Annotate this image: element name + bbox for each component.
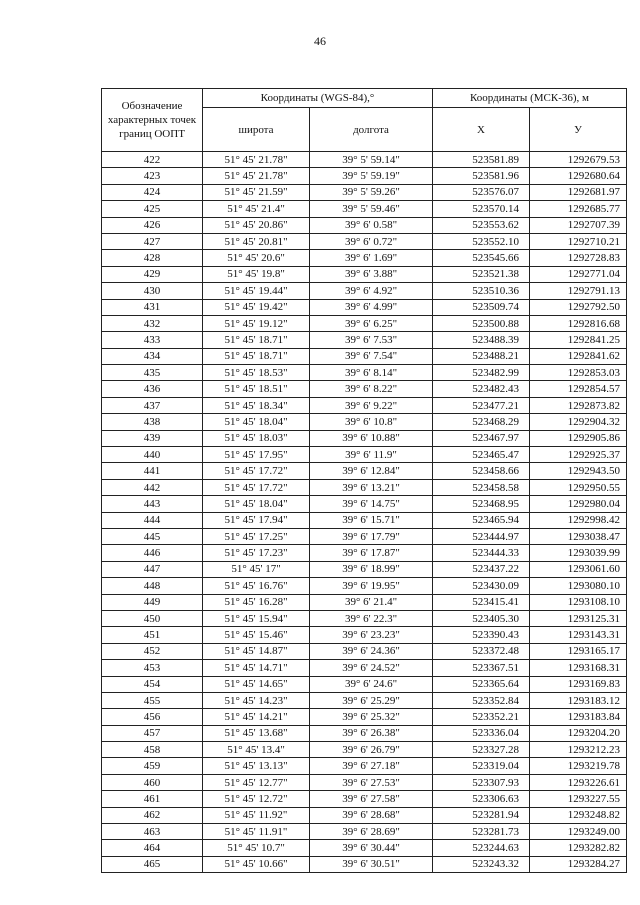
table-row <box>102 676 627 692</box>
longitude-header: долгота <box>310 108 433 152</box>
latitude-cell: 51° 45' 17.25" <box>203 528 310 544</box>
latitude-cell: 51° 45' 18.51" <box>203 381 310 397</box>
longitude-cell: 39° 6' 24.52" <box>310 660 433 676</box>
x-coordinate-cell: 523243.32 <box>433 856 530 872</box>
table-row <box>102 742 627 758</box>
point-id-cell: 453 <box>102 660 203 676</box>
longitude-cell: 39° 6' 21.4" <box>310 594 433 610</box>
longitude-cell: 39° 6' 30.51" <box>310 856 433 872</box>
y-coordinate-cell: 1293183.84 <box>530 709 627 725</box>
table-row <box>102 348 627 364</box>
x-coordinate-cell: 523500.88 <box>433 315 530 331</box>
table-row <box>102 610 627 626</box>
point-id-cell: 446 <box>102 545 203 561</box>
y-coordinate-cell: 1293108.10 <box>530 594 627 610</box>
longitude-cell: 39° 6' 8.14" <box>310 365 433 381</box>
table-row <box>102 627 627 643</box>
latitude-cell: 51° 45' 18.04" <box>203 496 310 512</box>
y-coordinate-cell: 1293227.55 <box>530 791 627 807</box>
y-coordinate-cell: 1292791.13 <box>530 283 627 299</box>
y-coordinate-cell: 1293165.17 <box>530 643 627 659</box>
x-coordinate-cell: 523319.04 <box>433 758 530 774</box>
longitude-cell: 39° 6' 14.75" <box>310 496 433 512</box>
longitude-cell: 39° 6' 8.22" <box>310 381 433 397</box>
longitude-cell: 39° 6' 0.58" <box>310 217 433 233</box>
x-coordinate-cell: 523405.30 <box>433 610 530 626</box>
point-id-cell: 456 <box>102 709 203 725</box>
y-coordinate-cell: 1292679.53 <box>530 152 627 168</box>
longitude-cell: 39° 6' 23.23" <box>310 627 433 643</box>
table-row <box>102 365 627 381</box>
x-coordinate-cell: 523281.73 <box>433 824 530 840</box>
point-id-cell: 443 <box>102 496 203 512</box>
table-row <box>102 299 627 315</box>
point-id-cell: 426 <box>102 217 203 233</box>
longitude-cell: 39° 6' 10.8" <box>310 414 433 430</box>
point-label-header: Обозначение характерных точек границ ООПТ <box>102 89 203 152</box>
y-coordinate-cell: 1292980.04 <box>530 496 627 512</box>
y-coordinate-cell: 1292771.04 <box>530 266 627 282</box>
table-row <box>102 332 627 348</box>
y-coordinate-cell: 1292707.39 <box>530 217 627 233</box>
table-row <box>102 725 627 741</box>
table-row <box>102 594 627 610</box>
x-coordinate-cell: 523365.64 <box>433 676 530 692</box>
table-row <box>102 381 627 397</box>
longitude-cell: 39° 6' 12.84" <box>310 463 433 479</box>
x-coordinate-cell: 523336.04 <box>433 725 530 741</box>
latitude-cell: 51° 45' 13.4" <box>203 742 310 758</box>
latitude-cell: 51° 45' 14.23" <box>203 692 310 708</box>
table-row <box>102 397 627 413</box>
x-coordinate-cell: 523581.96 <box>433 168 530 184</box>
point-id-cell: 449 <box>102 594 203 610</box>
msk-group-header: Координаты (МСК-36), м <box>433 89 627 108</box>
point-id-cell: 430 <box>102 283 203 299</box>
table-row <box>102 709 627 725</box>
point-id-cell: 436 <box>102 381 203 397</box>
longitude-cell: 39° 6' 17.79" <box>310 528 433 544</box>
x-coordinate-cell: 523545.66 <box>433 250 530 266</box>
y-header: У <box>530 108 627 152</box>
y-coordinate-cell: 1292904.32 <box>530 414 627 430</box>
x-coordinate-cell: 523307.93 <box>433 774 530 790</box>
latitude-cell: 51° 45' 17" <box>203 561 310 577</box>
longitude-cell: 39° 6' 25.32" <box>310 709 433 725</box>
longitude-cell: 39° 6' 27.58" <box>310 791 433 807</box>
y-coordinate-cell: 1293143.31 <box>530 627 627 643</box>
point-id-cell: 459 <box>102 758 203 774</box>
y-coordinate-cell: 1292816.68 <box>530 315 627 331</box>
y-coordinate-cell: 1293038.47 <box>530 528 627 544</box>
table-row <box>102 496 627 512</box>
y-coordinate-cell: 1293248.82 <box>530 807 627 823</box>
point-id-cell: 439 <box>102 430 203 446</box>
y-coordinate-cell: 1292854.57 <box>530 381 627 397</box>
y-coordinate-cell: 1293183.12 <box>530 692 627 708</box>
table-row <box>102 152 627 168</box>
table-row <box>102 430 627 446</box>
y-coordinate-cell: 1292680.64 <box>530 168 627 184</box>
y-coordinate-cell: 1293282.82 <box>530 840 627 856</box>
y-coordinate-cell: 1293039.99 <box>530 545 627 561</box>
point-id-cell: 437 <box>102 397 203 413</box>
table-row <box>102 217 627 233</box>
longitude-cell: 39° 5' 59.26" <box>310 184 433 200</box>
x-coordinate-cell: 523509.74 <box>433 299 530 315</box>
latitude-cell: 51° 45' 20.86" <box>203 217 310 233</box>
table-row <box>102 758 627 774</box>
table-row <box>102 692 627 708</box>
x-coordinate-cell: 523468.29 <box>433 414 530 430</box>
longitude-cell: 39° 6' 27.18" <box>310 758 433 774</box>
latitude-cell: 51° 45' 14.71" <box>203 660 310 676</box>
latitude-header: широта <box>203 108 310 152</box>
latitude-cell: 51° 45' 17.72" <box>203 479 310 495</box>
point-id-cell: 464 <box>102 840 203 856</box>
table-row <box>102 561 627 577</box>
longitude-cell: 39° 6' 27.53" <box>310 774 433 790</box>
point-id-cell: 447 <box>102 561 203 577</box>
x-coordinate-cell: 523437.22 <box>433 561 530 577</box>
point-id-cell: 429 <box>102 266 203 282</box>
x-coordinate-cell: 523553.62 <box>433 217 530 233</box>
point-id-cell: 433 <box>102 332 203 348</box>
y-coordinate-cell: 1293080.10 <box>530 578 627 594</box>
x-coordinate-cell: 523281.94 <box>433 807 530 823</box>
point-id-cell: 435 <box>102 365 203 381</box>
y-coordinate-cell: 1292710.21 <box>530 233 627 249</box>
longitude-cell: 39° 6' 7.53" <box>310 332 433 348</box>
latitude-cell: 51° 45' 11.92" <box>203 807 310 823</box>
table-row <box>102 266 627 282</box>
latitude-cell: 51° 45' 15.94" <box>203 610 310 626</box>
latitude-cell: 51° 45' 19.12" <box>203 315 310 331</box>
table-row <box>102 807 627 823</box>
x-coordinate-cell: 523352.84 <box>433 692 530 708</box>
table-row <box>102 824 627 840</box>
x-coordinate-cell: 523576.07 <box>433 184 530 200</box>
x-coordinate-cell: 523352.21 <box>433 709 530 725</box>
longitude-cell: 39° 5' 59.14" <box>310 152 433 168</box>
x-coordinate-cell: 523444.33 <box>433 545 530 561</box>
x-header: Х <box>433 108 530 152</box>
latitude-cell: 51° 45' 16.28" <box>203 594 310 610</box>
y-coordinate-cell: 1292841.62 <box>530 348 627 364</box>
x-coordinate-cell: 523468.95 <box>433 496 530 512</box>
longitude-cell: 39° 6' 0.72" <box>310 233 433 249</box>
longitude-cell: 39° 6' 25.29" <box>310 692 433 708</box>
x-coordinate-cell: 523458.66 <box>433 463 530 479</box>
y-coordinate-cell: 1292853.03 <box>530 365 627 381</box>
latitude-cell: 51° 45' 15.46" <box>203 627 310 643</box>
table-row <box>102 414 627 430</box>
wgs-group-header: Координаты (WGS-84),° <box>203 89 433 108</box>
point-id-cell: 423 <box>102 168 203 184</box>
latitude-cell: 51° 45' 19.44" <box>203 283 310 299</box>
table-row <box>102 774 627 790</box>
point-id-cell: 428 <box>102 250 203 266</box>
x-coordinate-cell: 523465.47 <box>433 447 530 463</box>
latitude-cell: 51° 45' 13.68" <box>203 725 310 741</box>
y-coordinate-cell: 1292685.77 <box>530 201 627 217</box>
table-row <box>102 545 627 561</box>
x-coordinate-cell: 523482.43 <box>433 381 530 397</box>
latitude-cell: 51° 45' 12.77" <box>203 774 310 790</box>
x-coordinate-cell: 523477.21 <box>433 397 530 413</box>
latitude-cell: 51° 45' 18.04" <box>203 414 310 430</box>
y-coordinate-cell: 1292905.86 <box>530 430 627 446</box>
point-id-cell: 422 <box>102 152 203 168</box>
longitude-cell: 39° 6' 26.79" <box>310 742 433 758</box>
x-coordinate-cell: 523488.21 <box>433 348 530 364</box>
point-id-cell: 457 <box>102 725 203 741</box>
latitude-cell: 51° 45' 21.4" <box>203 201 310 217</box>
latitude-cell: 51° 45' 10.66" <box>203 856 310 872</box>
longitude-cell: 39° 6' 6.25" <box>310 315 433 331</box>
table-row <box>102 463 627 479</box>
y-coordinate-cell: 1293219.78 <box>530 758 627 774</box>
x-coordinate-cell: 523510.36 <box>433 283 530 299</box>
table-row <box>102 578 627 594</box>
point-id-cell: 424 <box>102 184 203 200</box>
latitude-cell: 51° 45' 19.8" <box>203 266 310 282</box>
table-body <box>102 152 627 873</box>
point-id-cell: 454 <box>102 676 203 692</box>
latitude-cell: 51° 45' 20.81" <box>203 233 310 249</box>
table-row <box>102 283 627 299</box>
table-row <box>102 512 627 528</box>
page-number: 46 <box>314 34 326 48</box>
point-id-cell: 450 <box>102 610 203 626</box>
point-id-cell: 448 <box>102 578 203 594</box>
point-id-cell: 444 <box>102 512 203 528</box>
longitude-cell: 39° 6' 9.22" <box>310 397 433 413</box>
longitude-cell: 39° 6' 4.92" <box>310 283 433 299</box>
point-id-cell: 458 <box>102 742 203 758</box>
longitude-cell: 39° 6' 10.88" <box>310 430 433 446</box>
table-row <box>102 856 627 872</box>
table-row <box>102 447 627 463</box>
x-coordinate-cell: 523482.99 <box>433 365 530 381</box>
point-id-cell: 427 <box>102 233 203 249</box>
x-coordinate-cell: 523570.14 <box>433 201 530 217</box>
latitude-cell: 51° 45' 14.21" <box>203 709 310 725</box>
table-row <box>102 250 627 266</box>
latitude-cell: 51° 45' 21.78" <box>203 152 310 168</box>
longitude-cell: 39° 6' 30.44" <box>310 840 433 856</box>
x-coordinate-cell: 523327.28 <box>433 742 530 758</box>
longitude-cell: 39° 6' 4.99" <box>310 299 433 315</box>
latitude-cell: 51° 45' 21.78" <box>203 168 310 184</box>
y-coordinate-cell: 1293212.23 <box>530 742 627 758</box>
x-coordinate-cell: 523430.09 <box>433 578 530 594</box>
table-row <box>102 184 627 200</box>
latitude-cell: 51° 45' 16.76" <box>203 578 310 594</box>
y-coordinate-cell: 1293204.20 <box>530 725 627 741</box>
point-id-cell: 432 <box>102 315 203 331</box>
longitude-cell: 39° 6' 3.88" <box>310 266 433 282</box>
y-coordinate-cell: 1293061.60 <box>530 561 627 577</box>
latitude-cell: 51° 45' 18.53" <box>203 365 310 381</box>
latitude-cell: 51° 45' 10.7" <box>203 840 310 856</box>
latitude-cell: 51° 45' 17.94" <box>203 512 310 528</box>
latitude-cell: 51° 45' 18.34" <box>203 397 310 413</box>
table-row <box>102 479 627 495</box>
longitude-cell: 39° 6' 11.9" <box>310 447 433 463</box>
x-coordinate-cell: 523306.63 <box>433 791 530 807</box>
latitude-cell: 51° 45' 18.71" <box>203 348 310 364</box>
y-coordinate-cell: 1292681.97 <box>530 184 627 200</box>
x-coordinate-cell: 523488.39 <box>433 332 530 348</box>
longitude-cell: 39° 6' 18.99" <box>310 561 433 577</box>
y-coordinate-cell: 1292841.25 <box>530 332 627 348</box>
longitude-cell: 39° 6' 22.3" <box>310 610 433 626</box>
longitude-cell: 39° 6' 24.6" <box>310 676 433 692</box>
latitude-cell: 51° 45' 19.42" <box>203 299 310 315</box>
y-coordinate-cell: 1292873.82 <box>530 397 627 413</box>
longitude-cell: 39° 6' 28.69" <box>310 824 433 840</box>
x-coordinate-cell: 523244.63 <box>433 840 530 856</box>
y-coordinate-cell: 1293169.83 <box>530 676 627 692</box>
table-header <box>102 89 627 152</box>
latitude-cell: 51° 45' 17.95" <box>203 447 310 463</box>
y-coordinate-cell: 1292728.83 <box>530 250 627 266</box>
x-coordinate-cell: 523372.48 <box>433 643 530 659</box>
point-id-cell: 455 <box>102 692 203 708</box>
latitude-cell: 51° 45' 14.87" <box>203 643 310 659</box>
latitude-cell: 51° 45' 21.59" <box>203 184 310 200</box>
y-coordinate-cell: 1293284.27 <box>530 856 627 872</box>
point-id-cell: 463 <box>102 824 203 840</box>
longitude-cell: 39° 6' 7.54" <box>310 348 433 364</box>
x-coordinate-cell: 523465.94 <box>433 512 530 528</box>
table-row <box>102 791 627 807</box>
latitude-cell: 51° 45' 18.71" <box>203 332 310 348</box>
point-id-cell: 445 <box>102 528 203 544</box>
point-id-cell: 460 <box>102 774 203 790</box>
point-id-cell: 434 <box>102 348 203 364</box>
point-id-cell: 465 <box>102 856 203 872</box>
longitude-cell: 39° 6' 28.68" <box>310 807 433 823</box>
y-coordinate-cell: 1292943.50 <box>530 463 627 479</box>
point-id-cell: 431 <box>102 299 203 315</box>
point-id-cell: 441 <box>102 463 203 479</box>
x-coordinate-cell: 523390.43 <box>433 627 530 643</box>
point-id-cell: 440 <box>102 447 203 463</box>
y-coordinate-cell: 1293168.31 <box>530 660 627 676</box>
longitude-cell: 39° 6' 17.87" <box>310 545 433 561</box>
longitude-cell: 39° 5' 59.46" <box>310 201 433 217</box>
point-id-cell: 452 <box>102 643 203 659</box>
latitude-cell: 51° 45' 18.03" <box>203 430 310 446</box>
y-coordinate-cell: 1293249.00 <box>530 824 627 840</box>
y-coordinate-cell: 1292950.55 <box>530 479 627 495</box>
latitude-cell: 51° 45' 11.91" <box>203 824 310 840</box>
longitude-cell: 39° 5' 59.19" <box>310 168 433 184</box>
table-row <box>102 643 627 659</box>
latitude-cell: 51° 45' 17.23" <box>203 545 310 561</box>
table-row <box>102 528 627 544</box>
table-row <box>102 660 627 676</box>
x-coordinate-cell: 523458.58 <box>433 479 530 495</box>
x-coordinate-cell: 523467.97 <box>433 430 530 446</box>
y-coordinate-cell: 1292925.37 <box>530 447 627 463</box>
point-id-cell: 438 <box>102 414 203 430</box>
latitude-cell: 51° 45' 17.72" <box>203 463 310 479</box>
table-row <box>102 315 627 331</box>
latitude-cell: 51° 45' 14.65" <box>203 676 310 692</box>
x-coordinate-cell: 523367.51 <box>433 660 530 676</box>
x-coordinate-cell: 523415.41 <box>433 594 530 610</box>
x-coordinate-cell: 523444.97 <box>433 528 530 544</box>
table-row <box>102 840 627 856</box>
x-coordinate-cell: 523521.38 <box>433 266 530 282</box>
longitude-cell: 39° 6' 26.38" <box>310 725 433 741</box>
point-id-cell: 451 <box>102 627 203 643</box>
point-id-cell: 442 <box>102 479 203 495</box>
table-row <box>102 201 627 217</box>
latitude-cell: 51° 45' 13.13" <box>203 758 310 774</box>
table-row <box>102 233 627 249</box>
table-row <box>102 168 627 184</box>
coordinates-table <box>101 88 627 873</box>
longitude-cell: 39° 6' 13.21" <box>310 479 433 495</box>
latitude-cell: 51° 45' 12.72" <box>203 791 310 807</box>
longitude-cell: 39° 6' 19.95" <box>310 578 433 594</box>
point-id-cell: 425 <box>102 201 203 217</box>
point-id-cell: 461 <box>102 791 203 807</box>
longitude-cell: 39° 6' 1.69" <box>310 250 433 266</box>
point-id-cell: 462 <box>102 807 203 823</box>
y-coordinate-cell: 1293226.61 <box>530 774 627 790</box>
longitude-cell: 39° 6' 24.36" <box>310 643 433 659</box>
latitude-cell: 51° 45' 20.6" <box>203 250 310 266</box>
x-coordinate-cell: 523581.89 <box>433 152 530 168</box>
x-coordinate-cell: 523552.10 <box>433 233 530 249</box>
y-coordinate-cell: 1293125.31 <box>530 610 627 626</box>
y-coordinate-cell: 1292792.50 <box>530 299 627 315</box>
y-coordinate-cell: 1292998.42 <box>530 512 627 528</box>
longitude-cell: 39° 6' 15.71" <box>310 512 433 528</box>
